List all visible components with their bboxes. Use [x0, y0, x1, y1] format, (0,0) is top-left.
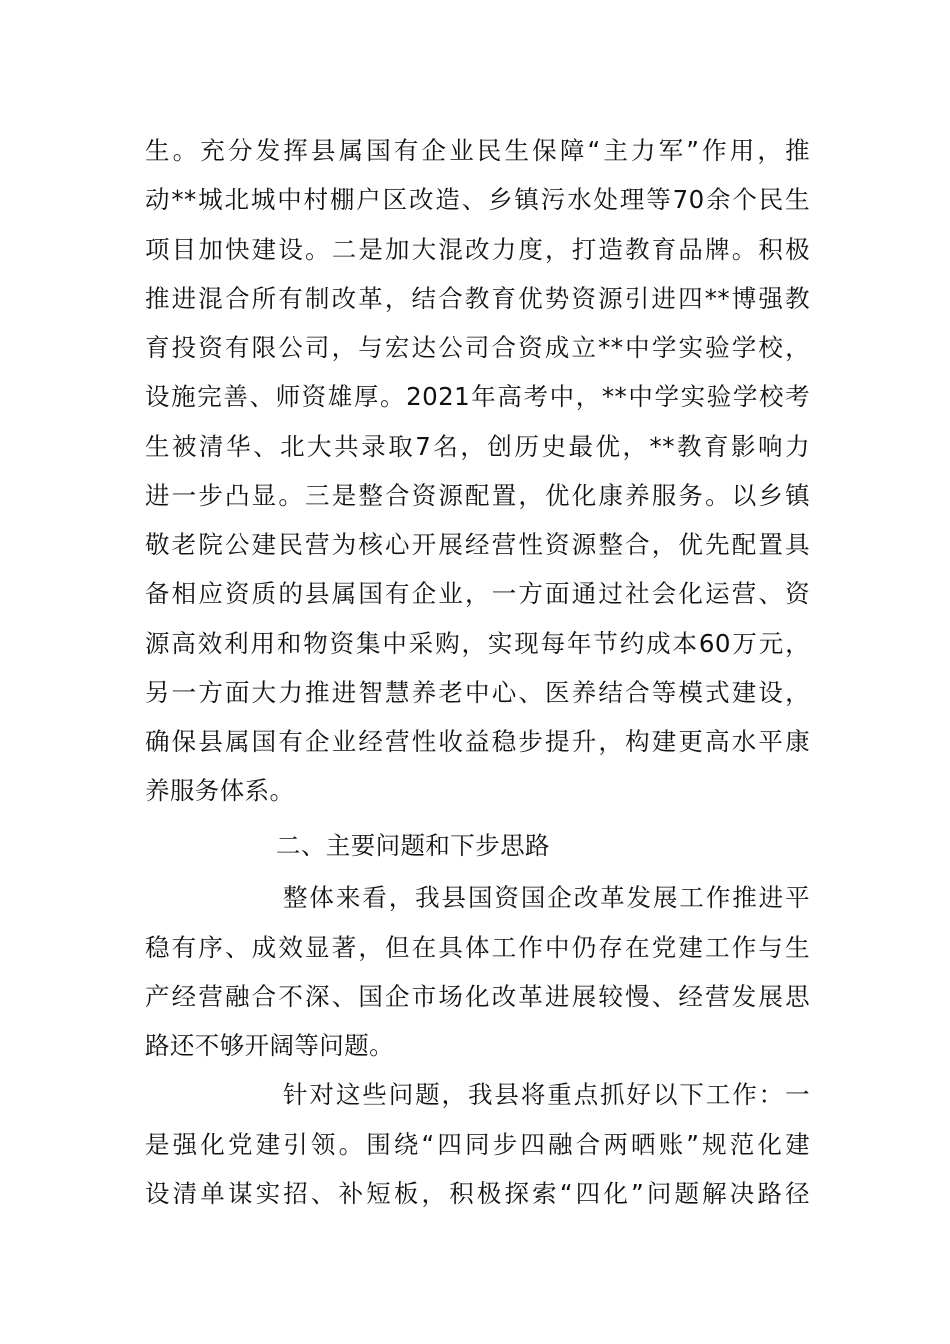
body-text-line: 养服务体系。 [145, 776, 295, 805]
body-text-line: 项目加快建设。二是加大混改力度，打造教育品牌。积极 [145, 235, 810, 264]
body-text-line: 设清单谋实招、补短板，积极探索“四化”问题解决路径 [145, 1179, 810, 1208]
body-text-line: 动**城北城中村棚户区改造、乡镇污水处理等70余个民生 [145, 185, 810, 214]
section-heading: 二、主要问题和下步思路 [276, 831, 550, 860]
body-text-line: 针对这些问题，我县将重点抓好以下工作：一 [283, 1080, 810, 1109]
body-text-line: 设施完善、师资雄厚。2021年高考中，**中学实验学校考 [145, 382, 810, 411]
body-text-line: 生被清华、北大共录取7名，创历史最优，**教育影响力 [145, 432, 810, 461]
body-text-line: 整体来看，我县国资国企改革发展工作推进平 [283, 883, 810, 912]
body-text-line: 另一方面大力推进智慧养老中心、医养结合等模式建设， [145, 678, 810, 707]
body-text-line: 进一步凸显。三是整合资源配置，优化康养服务。以乡镇 [145, 481, 810, 510]
body-text-line: 推进混合所有制改革，结合教育优势资源引进四**博强教 [145, 284, 810, 313]
body-text-line: 确保县属国有企业经营性收益稳步提升，构建更高水平康 [145, 727, 810, 756]
body-text-line: 产经营融合不深、国企市场化改革进展较慢、经营发展思 [145, 982, 810, 1011]
body-text-line: 敬老院公建民营为核心开展经营性资源整合，优先配置具 [145, 530, 810, 559]
body-text-line: 稳有序、成效显著，但在具体工作中仍存在党建工作与生 [145, 933, 810, 962]
body-text-line: 路还不够开阔等问题。 [145, 1031, 394, 1060]
body-text-line: 育投资有限公司，与宏达公司合资成立**中学实验学校， [145, 333, 810, 362]
body-text-line: 源高效利用和物资集中采购，实现每年节约成本60万元， [145, 629, 810, 658]
body-text-line: 是强化党建引领。围绕“四同步四融合两晒账”规范化建 [145, 1130, 810, 1159]
body-text-line: 备相应资质的县属国有企业，一方面通过社会化运营、资 [145, 579, 810, 608]
body-text-line: 生。充分发挥县属国有企业民生保障“主力军”作用，推 [145, 136, 810, 165]
